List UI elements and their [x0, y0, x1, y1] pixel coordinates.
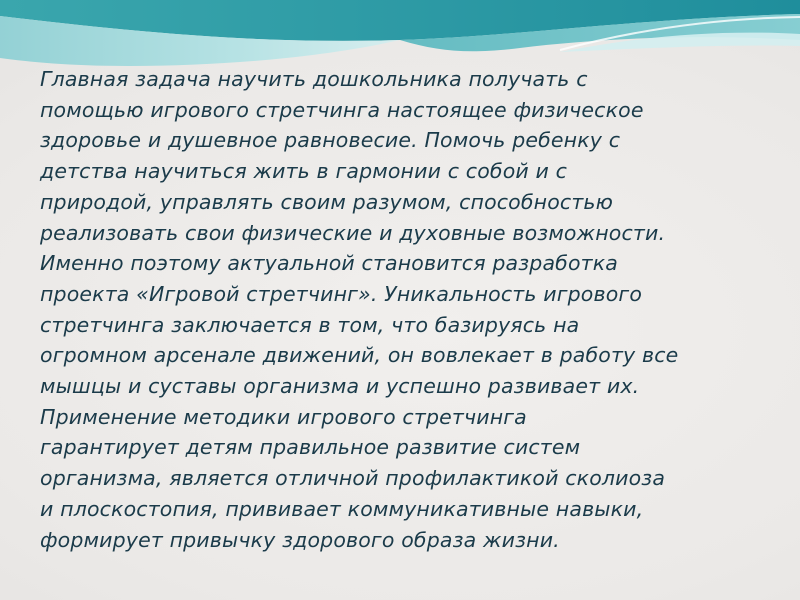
text-line: мышцы и суставы организма и успешно развивает их. [40, 374, 640, 399]
text-line: Главная задача научить дошкольника получать с [40, 67, 588, 91]
text-line: гарантирует детям правильное развитие систем [40, 435, 581, 460]
text-line: детства научиться жить в гармонии с собой и с [40, 159, 568, 184]
text-line: здоровье и душевное равновесие. Помочь ребенку с [40, 128, 621, 153]
text-line: Именно поэтому актуальной становится разработка [40, 251, 618, 276]
text-line: организма, является отличной профилактикой сколиоза [40, 466, 666, 491]
text-line: помощью игрового стретчинга настоящее физическое [40, 97, 644, 122]
text-line: Применение методики игрового стретчинга [40, 404, 527, 429]
text-line: стретчинга заключается в том, что базируясь на [40, 312, 580, 337]
text-line: проекта «Игровой стретчинг». Уникальность игрового [40, 281, 643, 306]
text-line: реализовать свои физические и духовные возможности. [40, 220, 666, 245]
text-line: формирует привычку здорового образа жизни. [40, 527, 560, 552]
text-line: природой, управлять своим разумом, способностью [40, 189, 614, 214]
text-line: огромном арсенале движений, он вовлекает в работу все [40, 343, 679, 368]
body-text [40, 64, 780, 555]
text-line: и плоскостопия, прививает коммуникативные навыки, [40, 496, 644, 521]
